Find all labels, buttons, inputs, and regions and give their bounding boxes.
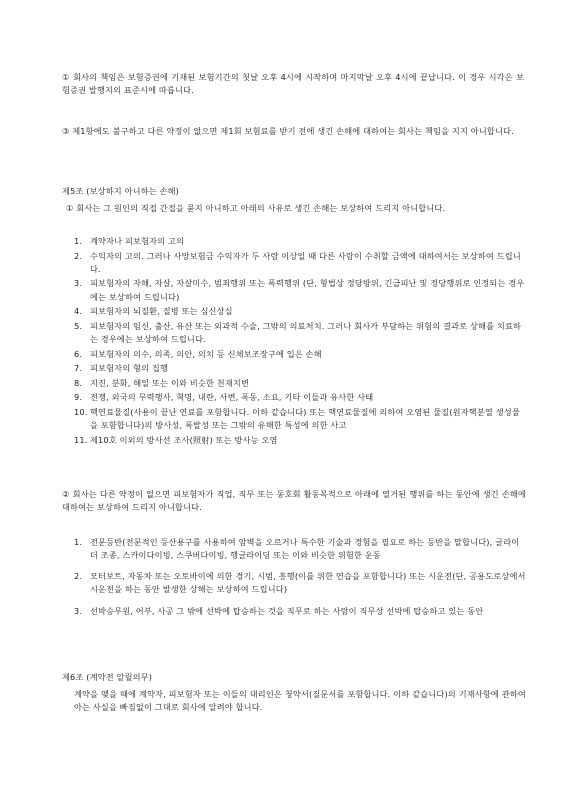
list-item-number: 2. xyxy=(74,250,83,261)
list-item xyxy=(74,250,526,276)
list-item-number: 1. xyxy=(74,236,83,246)
list-item-text: 전문등반(전문적인 등산용구를 사용하여 암벽을 오르거나 특수한 기술과 경험을 필요로 하는 등반을 말합니다), 글라이더 조종, 스카이다이빙, 스쿠버다이빙, 행글라이딩 또는 이와 비슷한 위험한 운동 xyxy=(90,537,520,561)
intro-paragraph-2: ③ 제1항에도 불구하고 다른 약정이 없으면 제1회 보험료를 받기 전에 생긴 손해에 대하여는 회사는 책임을 지지 아니합니다. xyxy=(62,126,514,136)
list-item xyxy=(74,348,526,361)
intro-paragraph-1: ① 회사의 책임은 보험증권에 기재된 보험기간의 첫날 오후 4시에 시작하며 마지막날 오후 4시에 끝납니다. 이 경우 시각은 보험증권 발행지의 표준시에 따릅니다. xyxy=(62,72,524,96)
section-5-paragraph-2: ② 회사는 다른 약정이 없으면 피보험자가 직업, 직무 또는 동호회 활동목적으로 아래에 열거된 행위를 하는 동안에 생긴 손해에 대하여는 보상하여 드리지 아니합니다. xyxy=(62,489,526,513)
list-item-text: 계약자나 피보험자의 고의 xyxy=(90,236,185,246)
list-item-number: 3. xyxy=(74,605,83,616)
list-item-number: 2. xyxy=(74,571,83,582)
list-item xyxy=(74,406,526,432)
list-item-text: 제10호 이외의 방사선 조사(照射) 또는 방사능 오염 xyxy=(90,434,278,445)
list-item xyxy=(74,434,526,447)
list-item-number: 6. xyxy=(74,348,83,359)
list-item-number: 3. xyxy=(74,278,83,289)
section-5-activity-list xyxy=(74,536,526,626)
section-6-body: 계약을 맺을 때에 계약자, 피보험자 또는 이들의 대리인은 청약서(질문서를 포함합니다. 이하 같습니다)의 기재사항에 관하여 아는 사실을 빠짐없이 그대로 회사에 알려야 합니다. xyxy=(74,689,526,713)
list-item-number: 11. xyxy=(74,434,88,445)
section-5-title: 제5조 (보상하지 아니하는 손해) xyxy=(62,186,180,196)
list-item xyxy=(74,377,526,390)
list-item-number: 9. xyxy=(74,392,83,403)
list-item-text: 수익자의 고의. 그러나 사망보험금 수익자가 두 사람 이상일 때 다른 사람이 수취할 금액에 대하여서는 보상하여 드립니다. xyxy=(90,250,521,274)
list-item xyxy=(74,536,526,562)
list-item-number: 5. xyxy=(74,320,83,331)
list-item-number: 10. xyxy=(74,407,88,417)
list-item-number: 1. xyxy=(74,537,83,547)
section-5-exclusion-list xyxy=(74,235,526,448)
list-item-number: 7. xyxy=(74,363,83,374)
list-item-text: 피보험자의 뇌질환, 질병 또는 심신상실 xyxy=(90,306,233,317)
list-item xyxy=(74,362,526,375)
list-item-number: 8. xyxy=(74,377,83,388)
list-item xyxy=(74,235,526,248)
list-item xyxy=(74,277,526,303)
section-5-paragraph-1: ① 회사는 그 원인의 직접 간접을 묻지 아니하고 아래의 사유로 생긴 손해는 보상하여 드리지 아니합니다. xyxy=(66,203,446,213)
list-item xyxy=(74,605,526,618)
list-item-text: 지진, 분화, 해일 또는 이와 비슷한 천재지변 xyxy=(90,377,250,388)
list-item-text: 피보험자의 형의 집행 xyxy=(90,363,169,374)
list-item-text: 피보험자의 임신, 출산, 유산 또는 외과적 수술, 그밖의 의료처치. 그러나 회사가 부담하는 위험의 결과로 상해를 치료하는 경우에는 보상하여 드립니다. xyxy=(90,320,522,344)
list-item xyxy=(74,320,526,346)
section-6-title: 제6조 (계약전 알릴의무) xyxy=(62,672,153,682)
list-item-text: 핵연료물질(사용이 끝난 연료를 포함합니다. 이하 같습니다) 또는 핵연료물질에 의하여 오염된 물질(원자핵분열 생성물을 포함합니다)의 방사성, 폭발성 또는 그밖의 유해한 특성에 의한 사고 xyxy=(90,407,520,431)
list-item xyxy=(74,305,526,318)
list-item-number: 4. xyxy=(74,306,83,317)
list-item-text: 피보험자의 의수, 의족, 의안, 의치 등 신체보조장구에 입은 손해 xyxy=(90,348,322,359)
list-item xyxy=(74,391,526,404)
list-item-text: 선박승무원, 어부, 사공 그 밖에 선박에 탑승하는 것을 직무로 하는 사람이 직무상 선박에 탑승하고 있는 동안 xyxy=(90,605,484,616)
list-item-text: 전쟁, 외국의 무력행사, 혁명, 내란, 사변, 폭동, 소요, 기타 이들과 유사한 사태 xyxy=(90,392,374,403)
list-item xyxy=(74,570,526,596)
list-item-text: 모터보트, 자동차 또는 오토바이에 의한 경기, 시범, 흥행(이를 위한 연습을 포함합니다) 또는 시운전(단, 공용도로상에서 시운전을 하는 동안 발생한 상해는 보상하여 드립니다) xyxy=(90,571,526,595)
list-item-text: 피보험자의 자해, 자살, 자살미수, 범죄행위 또는 폭력행위 (단, 형법상 정당방위, 긴급피난 및 정당행위로 인정되는 경우에는 보상하여 드립니다) xyxy=(90,278,525,302)
